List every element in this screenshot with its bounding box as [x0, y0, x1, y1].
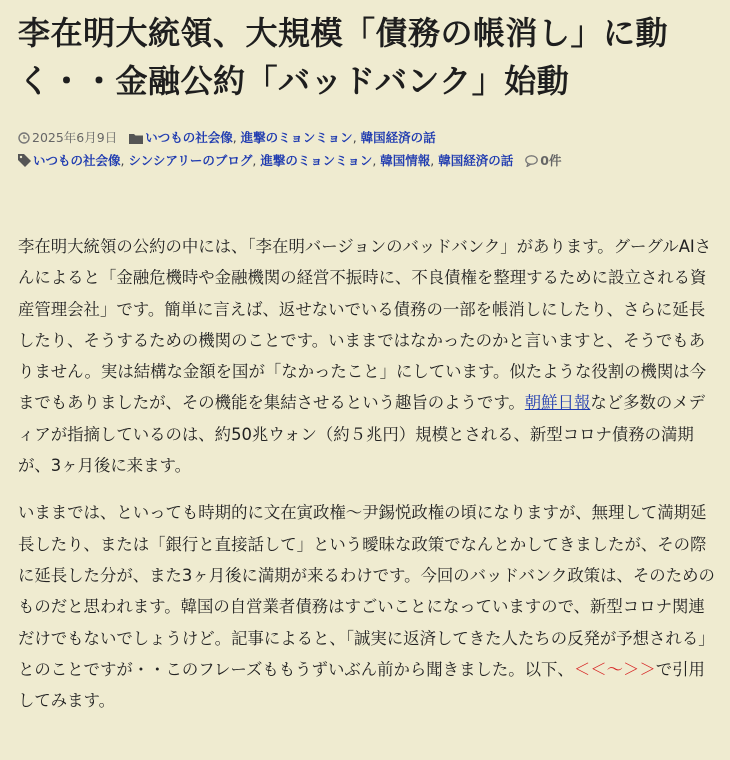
paragraph-2-end: で引用してみます。	[18, 659, 705, 711]
post-date: 2025年6月9日	[32, 130, 118, 145]
post-title-line-1: 李在明大統領、大規模「債務の帳消し」に動	[18, 14, 669, 52]
tag-icon	[18, 152, 31, 173]
post-meta	[18, 127, 716, 173]
category-link[interactable]: いつもの社会像	[145, 130, 233, 145]
paragraph-1	[18, 231, 716, 481]
tag-link[interactable]: シンシアリーのブログ	[128, 153, 253, 168]
post-title	[18, 0, 716, 105]
comment-icon	[525, 152, 538, 173]
meta-row-date-categories: 2025年6月9日 いつもの社会像, 進撃のミョンミョン, 韓国経済の話	[18, 127, 716, 150]
post-title-line-2: く・・金融公約「バッドバンク」始動	[18, 62, 570, 100]
source-link-chosun[interactable]: 朝鮮日報	[524, 393, 591, 413]
paragraph-1-text: 李在明大統領の公約の中には、「李在明バージョンのバッドバンク」があります。グーグルAIさんによると「金融危機時や金融機関の経営不振時に、不良債権を整理するために設立される資産管理会社」です。簡単に言えば、返せないでいる債務の一部を帳消しにしたり、さらに延長したり、そうするための機関のことです。いままではなかったのかと言いますと、そうでもありません。実は結構な金額を国が「なかったこと」にしています。似たような役割の機関は今までもありましたが、その機能を集結させるという趣旨のようです。	[18, 237, 712, 413]
tag-link[interactable]: 韓国経済の話	[438, 153, 514, 168]
comment-count-link[interactable]: 0件	[540, 153, 562, 168]
folder-icon	[129, 129, 143, 150]
quote-mark: ＜＜〜＞＞	[573, 659, 656, 679]
tag-link[interactable]: いつもの社会像	[33, 153, 121, 168]
tag-link[interactable]: 進撃のミョンミョン	[260, 153, 373, 168]
paragraph-1-text-end: など多数のメディアが指摘しているのは、約50兆ウォン（約５兆円）規模とされる、新型コロナ債務の満期が、3ヶ月後に来ます。	[18, 393, 706, 476]
paragraph-2-text: いままでは、といっても時期的に文在寅政権〜尹錫悦政権の頃になりますが、無理して満期延長したり、または「銀行と直接話して」という曖昧な政策でなんとかしてきましたが、その際に延長した分が、また3ヶ月後に満期が来るわけです。今回のバッドバンク政策は、そのためのものだと思われます。韓国の自営業者債務はすごいことになっていますので、新型コロナ関連だけでもないでしょうけど。記事によると、「誠実に返済してきた人たちの反発が予想される」とのことですが・・このフレーズももうずいぶん前から聞きました。以下、	[18, 503, 715, 679]
clock-icon	[18, 129, 30, 150]
paragraph-2	[18, 497, 716, 716]
meta-row-tags: いつもの社会像, シンシアリーのブログ, 進撃のミョンミョン, 韓国情報, 韓国経済の話 0件	[18, 150, 716, 173]
category-link[interactable]: 韓国経済の話	[360, 130, 436, 145]
category-link[interactable]: 進撃のミョンミョン	[240, 130, 353, 145]
post-body	[18, 231, 716, 716]
tag-link[interactable]: 韓国情報	[380, 153, 431, 168]
